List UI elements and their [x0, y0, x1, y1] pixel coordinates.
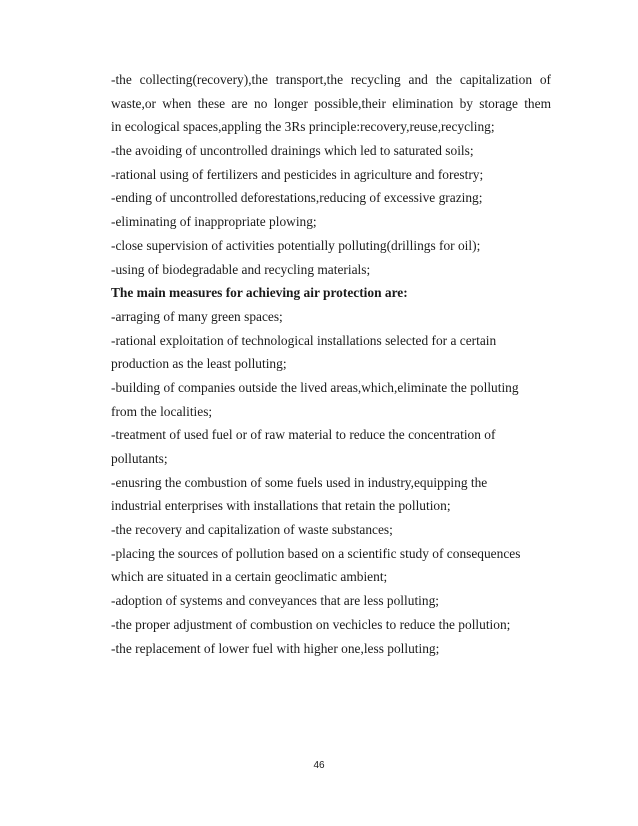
text-line: -enusring the combustion of some fuels used in industry,equipping the: [111, 474, 488, 490]
body-text: [111, 68, 551, 660]
text-line: -adoption of systems and conveyances that are less polluting;: [111, 593, 439, 609]
text-line: -eliminating of inappropriate plowing;: [111, 214, 317, 230]
text-line: -ending of uncontrolled deforestations,reducing of excessive grazing;: [111, 190, 483, 206]
text-line: -the recovery and capitalization of waste substances;: [111, 522, 393, 538]
text-line: which are situated in a certain geoclimatic ambient;: [111, 569, 388, 585]
text-line: -rational using of fertilizers and pesticides in agriculture and forestry;: [111, 166, 484, 182]
text-line: waste,or when these are no longer possible,their elimination by storage them: [111, 95, 551, 111]
text-line: from the localities;: [111, 403, 213, 419]
text-line: -treatment of used fuel or of raw material to reduce the concentration of: [111, 427, 496, 443]
text-line: production as the least polluting;: [111, 356, 287, 372]
section-heading: The main measures for achieving air protection are:: [111, 285, 408, 301]
text-line: -building of companies outside the lived areas,which,eliminate the polluting: [111, 379, 519, 395]
text-line: -using of biodegradable and recycling materials;: [111, 261, 371, 277]
text-line: -the collecting(recovery),the transport,the recycling and the capitalization of: [111, 72, 551, 87]
page-number: 46: [313, 760, 325, 771]
text-line: -close supervision of activities potentially polluting(drillings for oil);: [111, 237, 481, 253]
text-line: -placing the sources of pollution based on a scientific study of consequences: [111, 545, 521, 561]
text-line: pollutants;: [111, 451, 168, 466]
text-line: -rational exploitation of technological installations selected for a certain: [111, 332, 497, 348]
text-line: industrial enterprises with installations that retain the pollution;: [111, 498, 451, 514]
text-line: -the proper adjustment of combustion on vechicles to reduce the pollution;: [111, 616, 511, 632]
text-line: in ecological spaces,appling the 3Rs principle:recovery,reuse,recycling;: [111, 119, 495, 135]
text-line: -the replacement of lower fuel with higher one,less polluting;: [111, 640, 440, 656]
text-line: -arraging of many green spaces;: [111, 308, 283, 324]
text-line: -the avoiding of uncontrolled drainings which led to saturated soils;: [111, 143, 474, 159]
